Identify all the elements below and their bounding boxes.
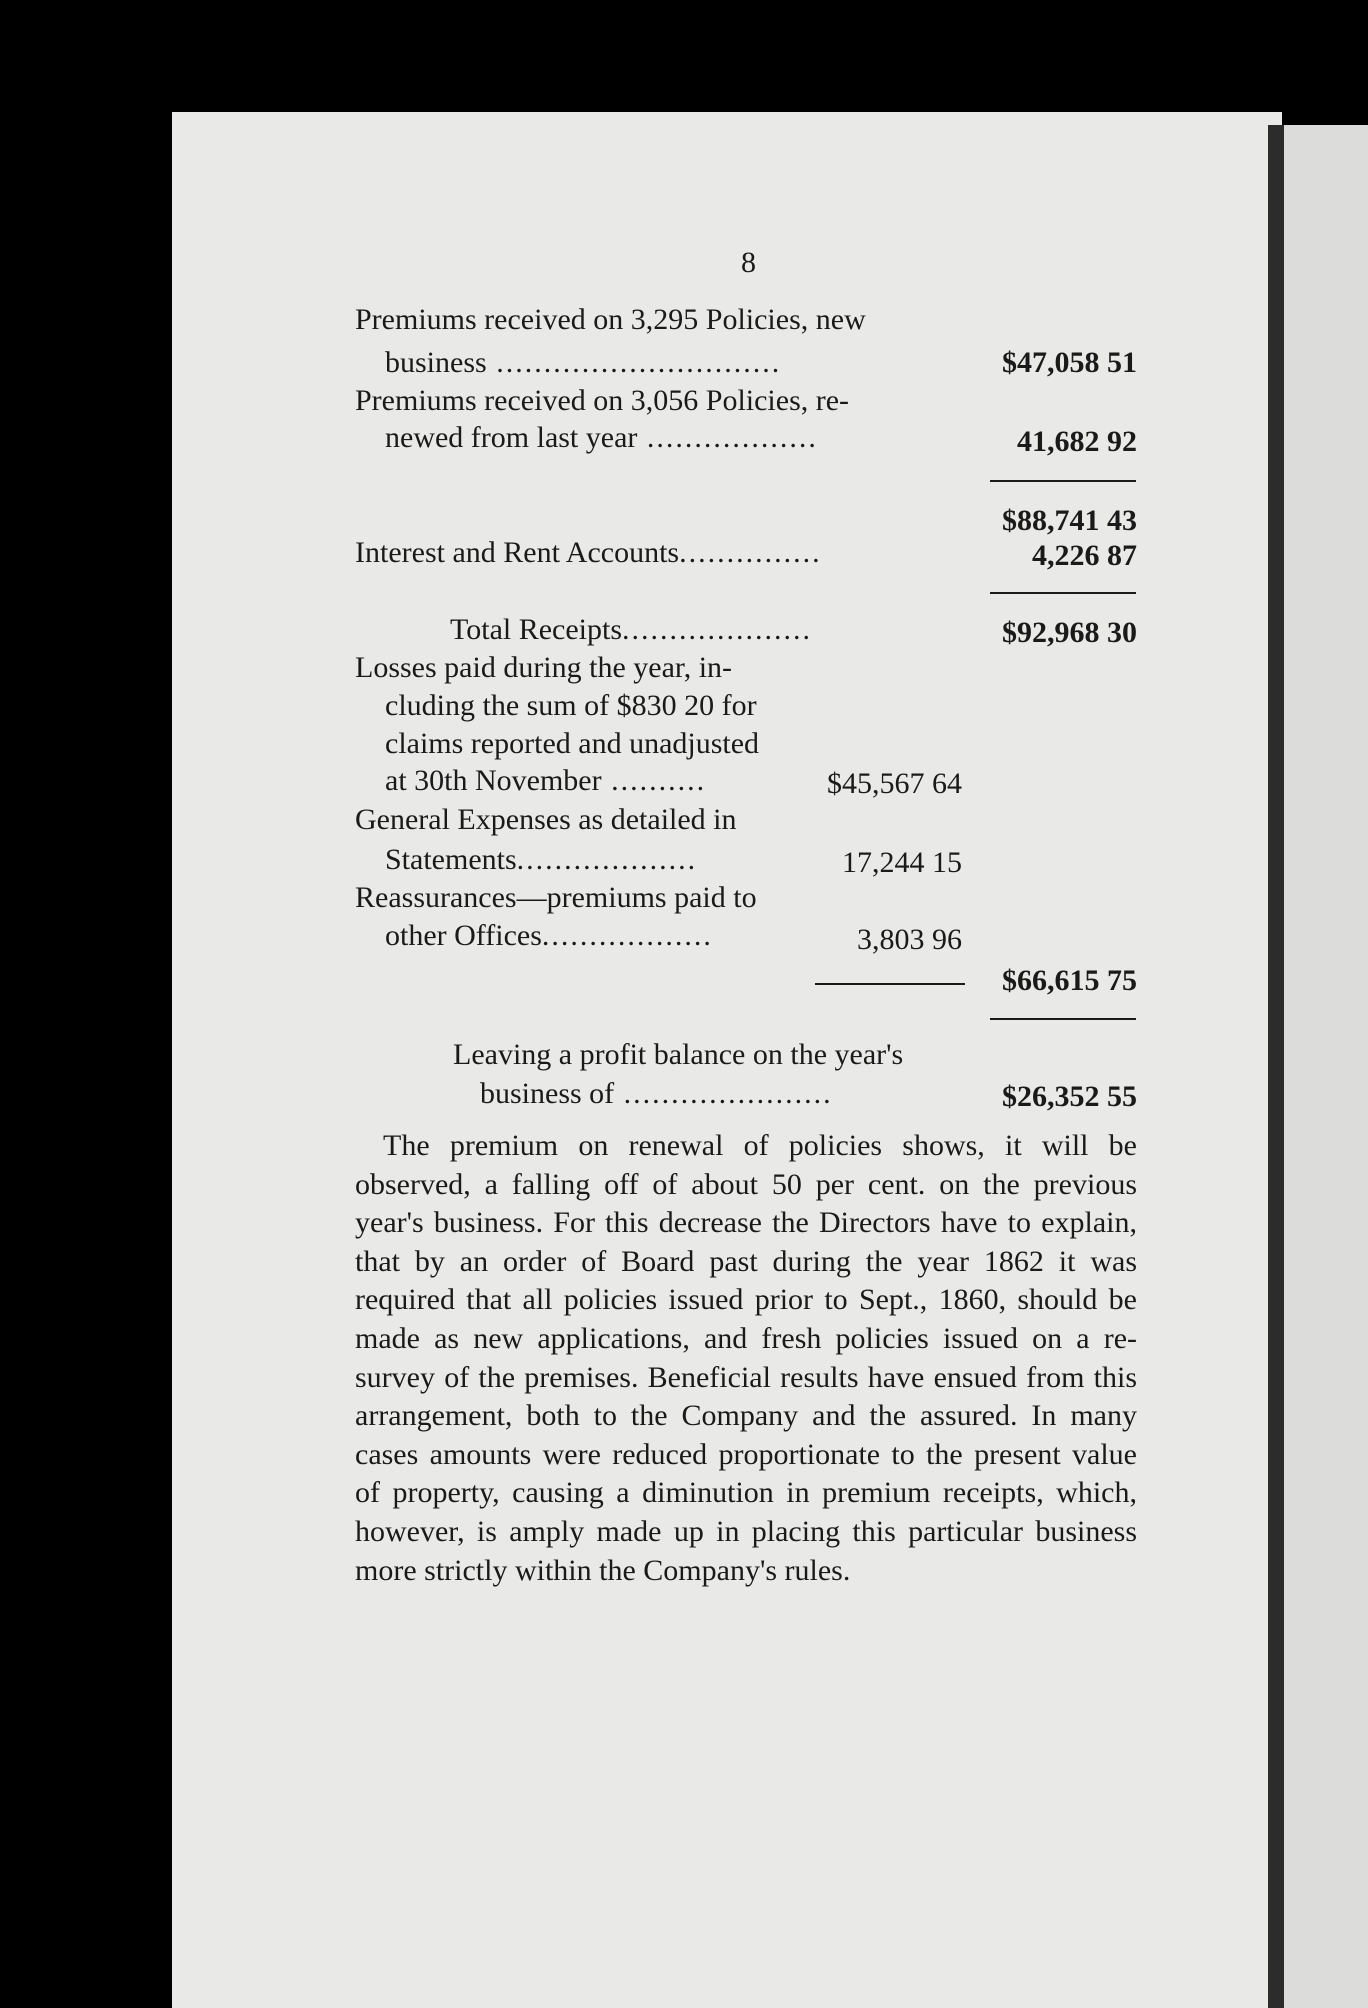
leader-dots: .......... [601,764,707,797]
leader-dots: .................... [622,613,813,646]
subtotal-rule [990,480,1136,482]
interest-label: Interest and Rent Accounts............... [355,536,822,569]
interest-amount: 4,226 87 [1032,539,1137,572]
reassurances-label-line2: other Offices.................. [385,919,713,952]
general-expenses-label-line2: Statements................... [385,843,698,876]
losses-label-line4: at 30th November .......... [385,764,707,797]
new-business-label-line1: Premiums received on 3,295 Policies, new [355,303,866,336]
subtotal-amount: $88,741 43 [1002,504,1137,537]
total-receipts-amount: $92,968 30 [1002,616,1137,649]
explanation-paragraph [355,1127,1137,1590]
balance-label-line1: Leaving a profit balance on the year's [453,1038,904,1071]
reassurances-amount: 3,803 96 [857,923,962,956]
total-receipts-label: Total Receipts.................... [450,613,813,646]
leader-dots: .................. [541,919,713,952]
losses-label-line3: claims reported and unadjusted [385,727,760,760]
balance-amount: $26,352 55 [1002,1080,1137,1113]
losses-label-line1: Losses paid during the year, in- [355,651,733,684]
new-business-amount: $47,058 51 [1002,346,1137,379]
leader-dots: .................. [637,421,818,454]
total-rule [990,592,1136,594]
leader-dots: .............................. [486,346,782,379]
general-expenses-amount: 17,244 15 [842,846,962,879]
paragraph-text: The premium on renewal of policies shows, it will be observed, a falling off of about 50 per cent. on the previous year's business. For this decrease the Directors have to explain, that by an order of Board past during the year 1862 it was required that all policies issued prior to Sept., 1860, should be made as new applications, and fresh policies issued on a re-survey of the premises. Beneficial results have ensued from this arrangement, both to the Company and the assured. In many cases amounts were reduced proportionate to the present value of property, causing a diminution in premium receipts, which, however, is amply made up in placing this particular business more strictly within the Company's rules. [355,1129,1137,1587]
renewed-label-line1: Premiums received on 3,056 Policies, re- [355,384,850,417]
expenses-total-amount: $66,615 75 [1002,964,1137,997]
leader-dots: ...................... [614,1077,833,1110]
renewed-amount: 41,682 92 [1017,425,1137,458]
renewed-label-line2: newed from last year .................. [385,421,818,454]
page-number: 8 [741,246,756,279]
expenses-rule [815,983,965,985]
new-business-label-line2: business .............................. [385,346,782,379]
adjacent-page [1284,125,1368,2008]
losses-label-line2: cluding the sum of $830 20 for [385,689,757,722]
general-expenses-label-line1: General Expenses as detailed in [355,803,737,836]
leader-dots: ................... [516,843,698,876]
page-gutter [1268,125,1284,2008]
leader-dots: ............... [679,536,822,569]
reassurances-label-line1: Reassurances—premiums paid to [355,881,757,914]
losses-amount: $45,567 64 [827,767,962,800]
balance-label-line2: business of ...................... [480,1077,833,1110]
balance-rule [990,1018,1136,1020]
